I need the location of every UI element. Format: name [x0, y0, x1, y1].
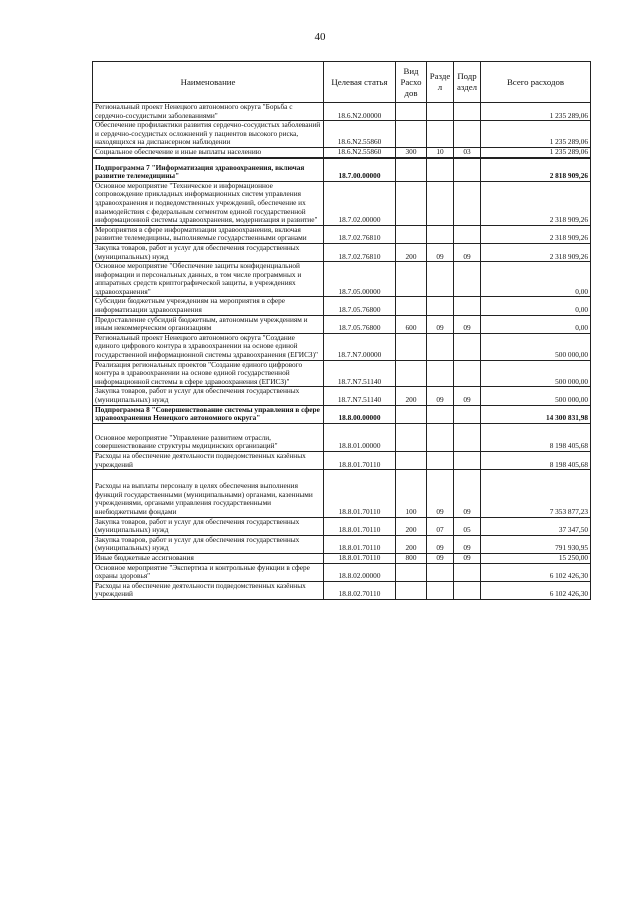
row-type — [396, 405, 427, 423]
table-row — [93, 360, 591, 387]
row-target: 18.8.01.70110 — [324, 517, 396, 535]
row-total: 6 102 426,30 — [481, 563, 591, 581]
row-type — [396, 158, 427, 182]
row-total: 1 235 289,06 — [481, 147, 591, 157]
row-type — [396, 262, 427, 297]
table-row-subprogram — [93, 158, 591, 182]
row-section — [427, 181, 454, 225]
row-target: 18.7.N7.00000 — [324, 333, 396, 360]
row-subsection: 09 — [454, 535, 481, 553]
row-subsection — [454, 225, 481, 243]
table-row — [93, 423, 591, 451]
row-target: 18.8.01.70110 — [324, 451, 396, 469]
row-subsection: 03 — [454, 147, 481, 157]
table-row-subprogram — [93, 405, 591, 423]
row-section: 09 — [427, 387, 454, 405]
row-type — [396, 563, 427, 581]
header-type: Вид Расхо дов — [396, 62, 427, 103]
header-target: Целевая статья — [324, 62, 396, 103]
table-row — [93, 451, 591, 469]
row-section — [427, 451, 454, 469]
row-target: 18.7.02.76810 — [324, 243, 396, 261]
row-type: 200 — [396, 517, 427, 535]
row-section — [427, 563, 454, 581]
row-subsection: 09 — [454, 243, 481, 261]
row-target: 18.7.02.76810 — [324, 225, 396, 243]
row-total: 500 000,00 — [481, 387, 591, 405]
row-target: 18.6.N2.55860 — [324, 147, 396, 157]
budget-table — [92, 61, 591, 600]
row-name: Подпрограмма 7 "Информатизация здравоохранения, включая развитие телемедицины" — [93, 158, 324, 182]
row-subsection — [454, 451, 481, 469]
table-row — [93, 563, 591, 581]
row-section — [427, 121, 454, 148]
table-row — [93, 470, 591, 517]
row-total: 8 198 405,68 — [481, 423, 591, 451]
row-type: 200 — [396, 243, 427, 261]
row-name: Расходы на обеспечение деятельности подведомственных казённых учреждений — [93, 581, 324, 599]
row-section — [427, 297, 454, 315]
table-row — [93, 103, 591, 121]
row-type — [396, 333, 427, 360]
row-target: 18.6.N2.55860 — [324, 121, 396, 148]
row-subsection — [454, 333, 481, 360]
row-total: 6 102 426,30 — [481, 581, 591, 599]
row-type: 200 — [396, 535, 427, 553]
row-subsection — [454, 103, 481, 121]
row-total: 791 930,95 — [481, 535, 591, 553]
row-section: 09 — [427, 315, 454, 333]
row-total: 0,00 — [481, 315, 591, 333]
row-subsection: 09 — [454, 387, 481, 405]
table-row — [93, 225, 591, 243]
table-row — [93, 535, 591, 553]
row-type — [396, 121, 427, 148]
row-target: 18.8.01.00000 — [324, 423, 396, 451]
row-name: Расходы на выплаты персоналу в целях обеспечения выполнения функций государственными (муниципальными) органами, казенными учреждениями, органами управления государственными внебюджетными фондами — [93, 470, 324, 517]
row-section: 09 — [427, 243, 454, 261]
row-type: 800 — [396, 553, 427, 563]
row-type: 200 — [396, 387, 427, 405]
row-target: 18.7.05.76800 — [324, 297, 396, 315]
row-name: Закупка товаров, работ и услуг для обеспечения государственных (муниципальных) нужд — [93, 243, 324, 261]
row-section: 07 — [427, 517, 454, 535]
row-subsection — [454, 360, 481, 387]
row-total: 1 235 289,06 — [481, 121, 591, 148]
row-subsection — [454, 262, 481, 297]
row-target: 18.7.00.00000 — [324, 158, 396, 182]
row-name: Закупка товаров, работ и услуг для обеспечения государственных (муниципальных) нужд — [93, 517, 324, 535]
table-row — [93, 262, 591, 297]
page-number: 40 — [314, 31, 326, 43]
row-name: Подпрограмма 8 "Совершенствование системы управления в сфере здравоохранения Ненецкого автономного округа" — [93, 405, 324, 423]
row-type — [396, 103, 427, 121]
table-header-row — [93, 62, 591, 103]
row-name: Мероприятия в сфере информатизации здравоохранения, включая развитие телемедицины, выполняемые государственными органами — [93, 225, 324, 243]
row-name: Расходы на обеспечение деятельности подведомственных казённых учреждений — [93, 451, 324, 469]
row-total: 500 000,00 — [481, 333, 591, 360]
row-name: Региональный проект Ненецкого автономного округа "Борьба с сердечно-сосудистыми заболеваниями" — [93, 103, 324, 121]
table-row — [93, 315, 591, 333]
row-section: 09 — [427, 553, 454, 563]
row-name: Реализация региональных проектов "Создание единого цифрового контура в здравоохранении на основе единой государственной информационной системы в сфере здравоохранения (ЕГИСЗ)" — [93, 360, 324, 387]
table-row — [93, 517, 591, 535]
row-subsection — [454, 297, 481, 315]
row-target: 18.7.N7.51140 — [324, 387, 396, 405]
row-total: 1 235 289,06 — [481, 103, 591, 121]
table-row — [93, 121, 591, 148]
row-total: 2 818 909,26 — [481, 158, 591, 182]
row-name: Закупка товаров, работ и услуг для обеспечения государственных (муниципальных) нужд — [93, 387, 324, 405]
row-name: Субсидии бюджетным учреждениям на мероприятия в сфере информатизации здравоохранения — [93, 297, 324, 315]
row-type — [396, 451, 427, 469]
row-total: 2 318 909,26 — [481, 225, 591, 243]
row-target: 18.8.01.70110 — [324, 553, 396, 563]
row-section: 09 — [427, 535, 454, 553]
row-subsection: 05 — [454, 517, 481, 535]
row-section: 09 — [427, 470, 454, 517]
row-target: 18.8.00.00000 — [324, 405, 396, 423]
row-target: 18.8.02.70110 — [324, 581, 396, 599]
table-row — [93, 553, 591, 563]
row-type: 600 — [396, 315, 427, 333]
row-section: 10 — [427, 147, 454, 157]
row-name: Предоставление субсидий бюджетным, автономным учреждениям и иным некоммерческим организациям — [93, 315, 324, 333]
row-subsection — [454, 405, 481, 423]
row-type — [396, 181, 427, 225]
row-subsection — [454, 563, 481, 581]
row-section — [427, 423, 454, 451]
row-section — [427, 158, 454, 182]
row-total: 8 198 405,68 — [481, 451, 591, 469]
row-subsection — [454, 121, 481, 148]
table-row — [93, 147, 591, 157]
row-target: 18.6.N2.00000 — [324, 103, 396, 121]
row-section — [427, 581, 454, 599]
row-subsection — [454, 181, 481, 225]
row-section — [427, 333, 454, 360]
row-name: Закупка товаров, работ и услуг для обеспечения государственных (муниципальных) нужд — [93, 535, 324, 553]
row-section — [427, 360, 454, 387]
row-type — [396, 360, 427, 387]
row-subsection — [454, 423, 481, 451]
row-total: 0,00 — [481, 262, 591, 297]
row-subsection: 09 — [454, 315, 481, 333]
row-section — [427, 225, 454, 243]
row-total: 37 347,50 — [481, 517, 591, 535]
row-target: 18.7.05.00000 — [324, 262, 396, 297]
header-subsection: Подр аздел — [454, 62, 481, 103]
row-total: 15 250,00 — [481, 553, 591, 563]
row-total: 500 000,00 — [481, 360, 591, 387]
row-name: Социальное обеспечение и иные выплаты населению — [93, 147, 324, 157]
row-total: 7 353 877,23 — [481, 470, 591, 517]
table-row — [93, 181, 591, 225]
row-section — [427, 405, 454, 423]
table-row — [93, 243, 591, 261]
row-target: 18.7.N7.51140 — [324, 360, 396, 387]
row-section — [427, 103, 454, 121]
row-name: Основное мероприятие "Обеспечение защиты конфиденциальной информации и персональных данных, в том числе программных и аппаратных средств криптографической защиты, в учреждениях здравоохранения" — [93, 262, 324, 297]
row-type: 100 — [396, 470, 427, 517]
row-type: 300 — [396, 147, 427, 157]
row-subsection — [454, 581, 481, 599]
row-subsection: 09 — [454, 553, 481, 563]
header-total: Всего расходов — [481, 62, 591, 103]
row-name: Обеспечение профилактики развития сердечно-сосудистых заболеваний и сердечно-сосудистых осложнений у пациентов высокого риска, находящихся на диспансерном наблюдении — [93, 121, 324, 148]
row-name: Региональный проект Ненецкого автономного округа "Создание единого цифрового контура в здравоохранении на основе единой государственной информационной системы здравоохранения (ЕГИСЗ)" — [93, 333, 324, 360]
table-row — [93, 581, 591, 599]
row-target: 18.8.01.70110 — [324, 470, 396, 517]
row-type — [396, 225, 427, 243]
row-name: Иные бюджетные ассигнования — [93, 553, 324, 563]
row-total: 0,00 — [481, 297, 591, 315]
row-subsection: 09 — [454, 470, 481, 517]
header-name: Наименование — [93, 62, 324, 103]
header-section: Разде л — [427, 62, 454, 103]
row-name: Основное мероприятие "Техническое и информационное сопровождение прикладных информационных систем управления здравоохранения и подведомственных учреждений, обеспечение их взаимодействия с федеральным сегментом единой государственной информационной системы здравоохранения, модернизация и развитие" — [93, 181, 324, 225]
row-target: 18.7.05.76800 — [324, 315, 396, 333]
row-target: 18.8.02.00000 — [324, 563, 396, 581]
row-total: 2 318 909,26 — [481, 243, 591, 261]
row-name: Основное мероприятие "Экспертиза и контрольные функции в сфере охраны здоровья" — [93, 563, 324, 581]
table-row — [93, 387, 591, 405]
row-target: 18.8.01.70110 — [324, 535, 396, 553]
row-type — [396, 297, 427, 315]
table-row — [93, 333, 591, 360]
row-section — [427, 262, 454, 297]
table-row — [93, 297, 591, 315]
row-type — [396, 581, 427, 599]
row-name: Основное мероприятие "Управление развитием отрасли, совершенствование структуры медицинских организаций" — [93, 423, 324, 451]
row-subsection — [454, 158, 481, 182]
row-total: 2 318 909,26 — [481, 181, 591, 225]
row-total: 14 300 831,98 — [481, 405, 591, 423]
row-type — [396, 423, 427, 451]
row-target: 18.7.02.00000 — [324, 181, 396, 225]
